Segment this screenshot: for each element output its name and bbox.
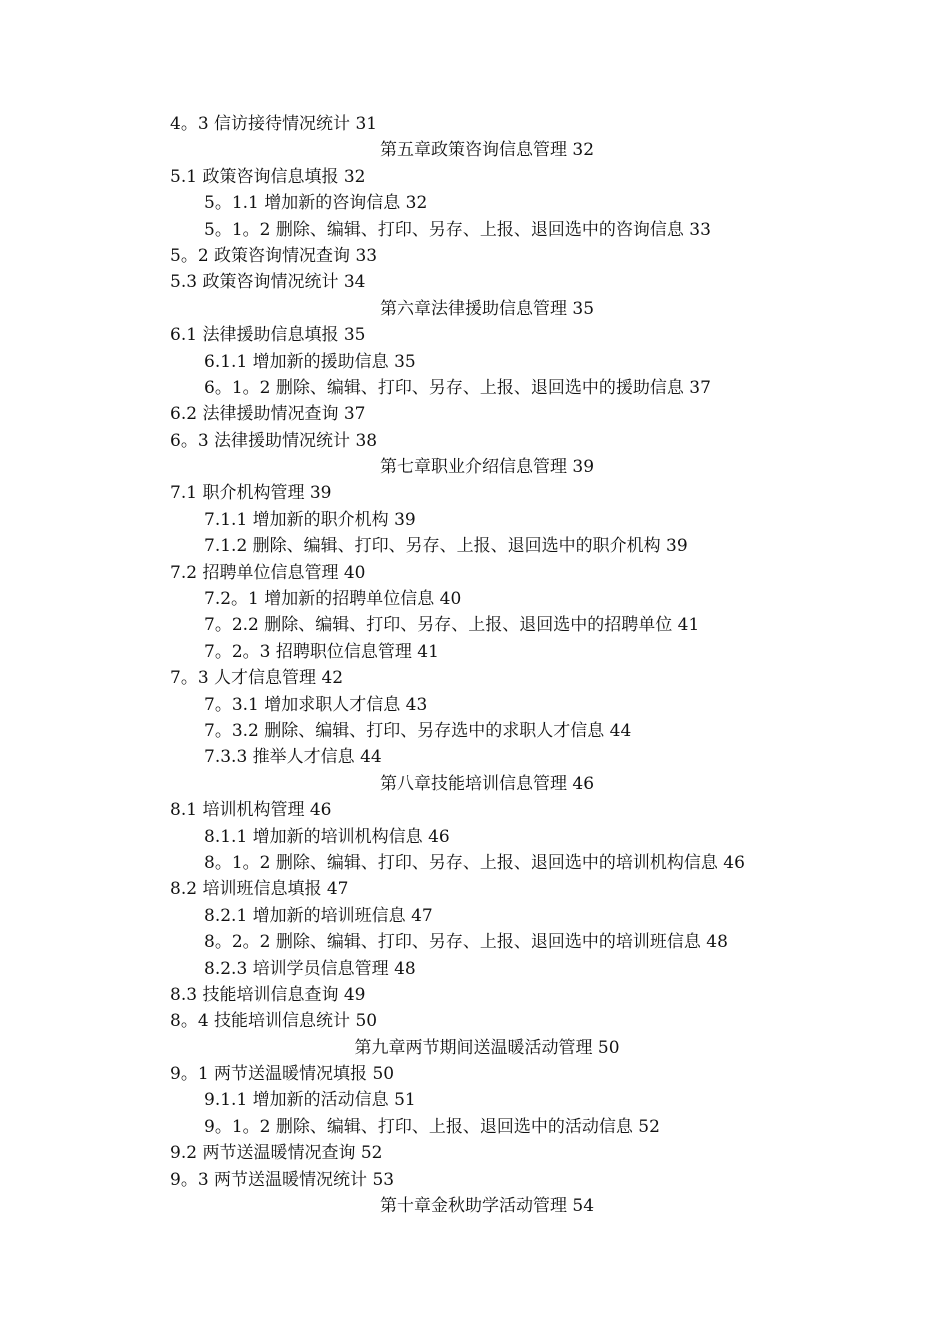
toc-subsection-line: 7.3.3 推举人才信息 44: [204, 747, 382, 768]
toc-subsection-line: 6。1。2 删除、编辑、打印、另存、上报、退回选中的援助信息 37: [204, 377, 711, 398]
toc-section-line: 7。3 人才信息管理 42: [170, 668, 344, 689]
toc-section-line: 8.2 培训班信息填报 47: [170, 879, 349, 900]
toc-chapter-heading: 第七章职业介绍信息管理 39: [379, 457, 595, 478]
toc-section-line: 6。3 法律援助情况统计 38: [170, 430, 378, 451]
toc-section-line: 5。2 政策咨询情况查询 33: [170, 245, 378, 266]
toc-subsection-line: 8.2.3 培训学员信息管理 48: [204, 958, 416, 979]
toc-subsection-line: 8.1.1 增加新的培训机构信息 46: [204, 826, 450, 847]
toc-section-line: 9。1 两节送温暖情况填报 50: [170, 1064, 395, 1085]
toc-section-line: 8.3 技能培训信息查询 49: [170, 984, 366, 1005]
toc-chapter-heading: 第六章法律援助信息管理 35: [379, 298, 595, 319]
toc-chapter-heading: 第九章两节期间送温暖活动管理 50: [354, 1037, 620, 1058]
toc-section-line: 5.3 政策咨询情况统计 34: [170, 272, 366, 293]
toc-section-line: 6.1 法律援助信息填报 35: [170, 325, 366, 346]
toc-subsection-line: 6.1.1 增加新的援助信息 35: [204, 351, 416, 372]
toc-section-line: 9.2 两节送温暖情况查询 52: [170, 1143, 383, 1164]
toc-subsection-line: 7。2.2 删除、编辑、打印、另存、上报、退回选中的招聘单位 41: [204, 615, 700, 636]
toc-subsection-line: 5。1。2 删除、编辑、打印、另存、上报、退回选中的咨询信息 33: [204, 219, 711, 240]
toc-subsection-line: 7.1.1 增加新的职介机构 39: [204, 509, 416, 530]
toc-subsection-line: 7.2。1 增加新的招聘单位信息 40: [204, 589, 462, 610]
toc-chapter-heading: 第十章金秋助学活动管理 54: [379, 1196, 595, 1217]
toc-subsection-line: 8。2。2 删除、编辑、打印、另存、上报、退回选中的培训班信息 48: [204, 932, 728, 953]
toc-section-line: 6.2 法律援助情况查询 37: [170, 404, 366, 425]
toc-subsection-line: 7。2。3 招聘职位信息管理 41: [204, 641, 439, 662]
toc-subsection-line: 8。1。2 删除、编辑、打印、另存、上报、退回选中的培训机构信息 46: [204, 852, 745, 873]
toc-section-line: 8。4 技能培训信息统计 50: [170, 1011, 378, 1032]
toc-subsection-line: 9。1。2 删除、编辑、打印、上报、退回选中的活动信息 52: [204, 1116, 660, 1137]
table-of-contents: [0, 111, 950, 1219]
toc-section-line: 9。3 两节送温暖情况统计 53: [170, 1169, 395, 1190]
toc-section-line: 8.1 培训机构管理 46: [170, 800, 332, 821]
toc-section-line: 7.1 职介机构管理 39: [170, 483, 332, 504]
toc-section-line: 4。3 信访接待情况统计 31: [170, 114, 378, 134]
toc-subsection-line: 9.1.1 增加新的活动信息 51: [204, 1090, 416, 1111]
toc-chapter-heading: 第五章政策咨询信息管理 32: [379, 140, 595, 161]
toc-subsection-line: 8.2.1 增加新的培训班信息 47: [204, 905, 433, 926]
toc-subsection-line: 7。3.1 增加求职人才信息 43: [204, 694, 428, 715]
toc-chapter-heading: 第八章技能培训信息管理 46: [379, 773, 595, 794]
toc-subsection-line: 7.1.2 删除、编辑、打印、另存、上报、退回选中的职介机构 39: [204, 536, 688, 557]
toc-section-line: 5.1 政策咨询信息填报 32: [170, 166, 366, 187]
toc-subsection-line: 7。3.2 删除、编辑、打印、另存选中的求职人才信息 44: [204, 720, 632, 741]
toc-subsection-line: 5。1.1 增加新的咨询信息 32: [204, 193, 428, 214]
toc-section-line: 7.2 招聘单位信息管理 40: [170, 562, 366, 583]
